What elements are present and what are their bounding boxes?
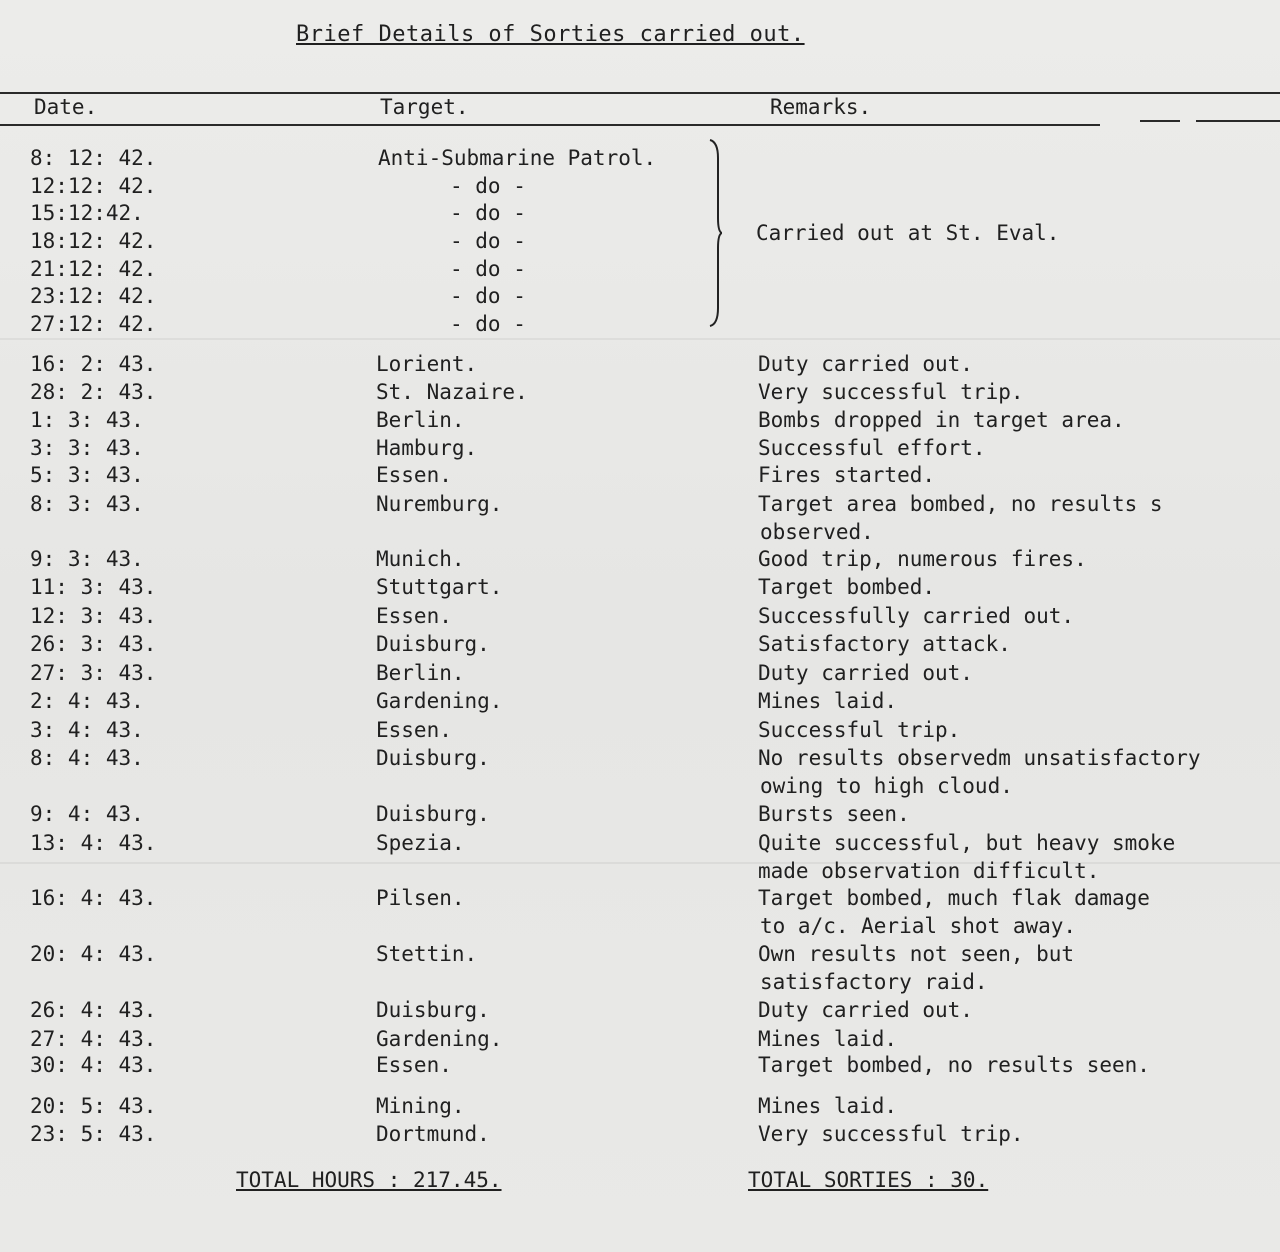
- remark-cell: Target bombed, much flak damage: [758, 886, 1150, 910]
- remark-cell: Bursts seen.: [758, 802, 910, 826]
- date-cell: 2: 4: 43.: [30, 689, 144, 713]
- sortie-row: [0, 998, 1280, 1026]
- sortie-row: [0, 604, 1280, 632]
- date-cell: 8: 3: 43.: [30, 492, 144, 516]
- patrol-row: [0, 174, 1280, 202]
- curly-brace-icon: [708, 138, 722, 328]
- target-cell: Dortmund.: [376, 1122, 490, 1146]
- sortie-row: [0, 547, 1280, 575]
- date-cell: 23: 5: 43.: [30, 1122, 157, 1146]
- remark-cell: Duty carried out.: [758, 661, 973, 685]
- sortie-row: [0, 1094, 1280, 1122]
- patrol-row: [0, 146, 1280, 174]
- target-cell: Essen.: [376, 718, 452, 742]
- sortie-row: [0, 352, 1280, 380]
- target-cell: Pilsen.: [376, 886, 465, 910]
- remark-continuation: made observation difficult.: [758, 859, 1100, 883]
- header-target: Target.: [380, 95, 469, 119]
- sortie-row: [0, 492, 1280, 520]
- sortie-row: [0, 380, 1280, 408]
- total-sorties: TOTAL SORTIES : 30.: [748, 1168, 989, 1192]
- date-cell: 3: 3: 43.: [30, 436, 144, 460]
- header-rule-fragment: [1140, 120, 1180, 122]
- header-top-rule: [0, 92, 1280, 94]
- target-cell: Essen.: [376, 1053, 452, 1077]
- date-cell: 27: 3: 43.: [30, 661, 157, 685]
- ditto-cell: - do -: [450, 201, 526, 225]
- patrol-row: [0, 201, 1280, 229]
- date-cell: 9: 3: 43.: [30, 547, 144, 571]
- date-cell: 23:12: 42.: [30, 284, 157, 308]
- sortie-row: [0, 1122, 1280, 1150]
- sortie-row: [0, 1027, 1280, 1055]
- remark-cell: Target bombed, no results seen.: [758, 1053, 1150, 1077]
- remark-cell: Satisfactory attack.: [758, 632, 1011, 656]
- remark-cell: Good trip, numerous fires.: [758, 547, 1087, 571]
- date-cell: 26: 3: 43.: [30, 632, 157, 656]
- header-remarks: Remarks.: [770, 95, 872, 119]
- date-cell: 27: 4: 43.: [30, 1027, 157, 1051]
- target-cell: Berlin.: [376, 408, 465, 432]
- target-cell: Duisburg.: [376, 802, 490, 826]
- remark-cell: Mines laid.: [758, 1027, 898, 1051]
- target-cell: Duisburg.: [376, 746, 490, 770]
- date-cell: 16: 2: 43.: [30, 352, 157, 376]
- date-cell: 8: 12: 42.: [30, 146, 157, 170]
- date-cell: 20: 5: 43.: [30, 1094, 157, 1118]
- date-cell: 20: 4: 43.: [30, 942, 157, 966]
- remark-cell: Successfully carried out.: [758, 604, 1075, 628]
- date-cell: 9: 4: 43.: [30, 802, 144, 826]
- target-cell: Lorient.: [376, 352, 478, 376]
- patrol-row: [0, 229, 1280, 257]
- target-cell: Essen.: [376, 463, 452, 487]
- header-rule-fragment: [1196, 120, 1280, 122]
- remark-cell: Bombs dropped in target area.: [758, 408, 1125, 432]
- target-cell: Duisburg.: [376, 632, 490, 656]
- target-cell: Stuttgart.: [376, 575, 503, 599]
- remark-cell: Quite successful, but heavy smoke: [758, 831, 1176, 855]
- sortie-row: [0, 802, 1280, 830]
- sortie-row: [0, 408, 1280, 436]
- remark-cell: Very successful trip.: [758, 1122, 1024, 1146]
- date-cell: 18:12: 42.: [30, 229, 157, 253]
- target-cell: Hamburg.: [376, 436, 478, 460]
- date-cell: 27:12: 42.: [30, 312, 157, 336]
- remark-cell: Successful trip.: [758, 718, 961, 742]
- remark-continuation: observed.: [760, 520, 874, 544]
- remark-cell: No results observedm unsatisfactory: [758, 746, 1201, 770]
- remark-cell: Mines laid.: [758, 1094, 898, 1118]
- date-cell: 8: 4: 43.: [30, 746, 144, 770]
- sortie-row: [0, 886, 1280, 914]
- patrol-row: [0, 312, 1280, 340]
- target-cell: St. Nazaire.: [376, 380, 528, 404]
- document-title: Brief Details of Sorties carried out.: [296, 22, 805, 47]
- header-date: Date.: [34, 95, 98, 119]
- sortie-row: [0, 632, 1280, 660]
- ditto-cell: - do -: [450, 257, 526, 281]
- remark-cell: Target bombed.: [758, 575, 936, 599]
- patrol-remark: Carried out at St. Eval.: [756, 221, 1060, 245]
- remark-continuation: satisfactory raid.: [760, 970, 988, 994]
- date-cell: 21:12: 42.: [30, 257, 157, 281]
- target-cell: Duisburg.: [376, 998, 490, 1022]
- sortie-row: [0, 689, 1280, 717]
- target-cell: Nuremburg.: [376, 492, 503, 516]
- patrol-row: [0, 257, 1280, 285]
- target-cell: Essen.: [376, 604, 452, 628]
- date-cell: 1: 3: 43.: [30, 408, 144, 432]
- remark-cell: Duty carried out.: [758, 352, 973, 376]
- date-cell: 16: 4: 43.: [30, 886, 157, 910]
- target-cell: Gardening.: [376, 689, 503, 713]
- sortie-row: [0, 718, 1280, 746]
- remark-cell: Mines laid.: [758, 689, 898, 713]
- remark-cell: Target area bombed, no results s: [758, 492, 1163, 516]
- target-cell: Berlin.: [376, 661, 465, 685]
- remark-cell: Own results not seen, but: [758, 942, 1075, 966]
- date-cell: 15:12:42.: [30, 201, 144, 225]
- total-hours: TOTAL HOURS : 217.45.: [236, 1168, 502, 1192]
- remark-cell: Very successful trip.: [758, 380, 1024, 404]
- sortie-row: [0, 661, 1280, 689]
- date-cell: 5: 3: 43.: [30, 463, 144, 487]
- ditto-cell: - do -: [450, 312, 526, 336]
- remark-cell: Duty carried out.: [758, 998, 973, 1022]
- date-cell: 13: 4: 43.: [30, 831, 157, 855]
- target-cell: Munich.: [376, 547, 465, 571]
- patrol-row: [0, 284, 1280, 312]
- sortie-row: [0, 831, 1280, 859]
- sortie-row: [0, 575, 1280, 603]
- sortie-row: [0, 463, 1280, 491]
- sortie-row: [0, 436, 1280, 464]
- target-cell: Stettin.: [376, 942, 478, 966]
- ditto-cell: - do -: [450, 229, 526, 253]
- remark-cell: Fires started.: [758, 463, 936, 487]
- ditto-cell: - do -: [450, 284, 526, 308]
- remark-cell: Successful effort.: [758, 436, 986, 460]
- ditto-cell: - do -: [450, 174, 526, 198]
- date-cell: 11: 3: 43.: [30, 575, 157, 599]
- sortie-row: [0, 942, 1280, 970]
- date-cell: 30: 4: 43.: [30, 1053, 157, 1077]
- target-cell: Gardening.: [376, 1027, 503, 1051]
- remark-continuation: to a/c. Aerial shot away.: [760, 914, 1077, 938]
- sortie-row: [0, 746, 1280, 774]
- target-cell: Spezia.: [376, 831, 465, 855]
- target-cell: Anti-Submarine Patrol.: [378, 146, 657, 170]
- date-cell: 12: 3: 43.: [30, 604, 157, 628]
- date-cell: 28: 2: 43.: [30, 380, 157, 404]
- header-bottom-rule: [0, 124, 1100, 126]
- date-cell: 12:12: 42.: [30, 174, 157, 198]
- date-cell: 26: 4: 43.: [30, 998, 157, 1022]
- sortie-row: [0, 1053, 1280, 1081]
- date-cell: 3: 4: 43.: [30, 718, 144, 742]
- remark-continuation: owing to high cloud.: [760, 774, 1013, 798]
- target-cell: Mining.: [376, 1094, 465, 1118]
